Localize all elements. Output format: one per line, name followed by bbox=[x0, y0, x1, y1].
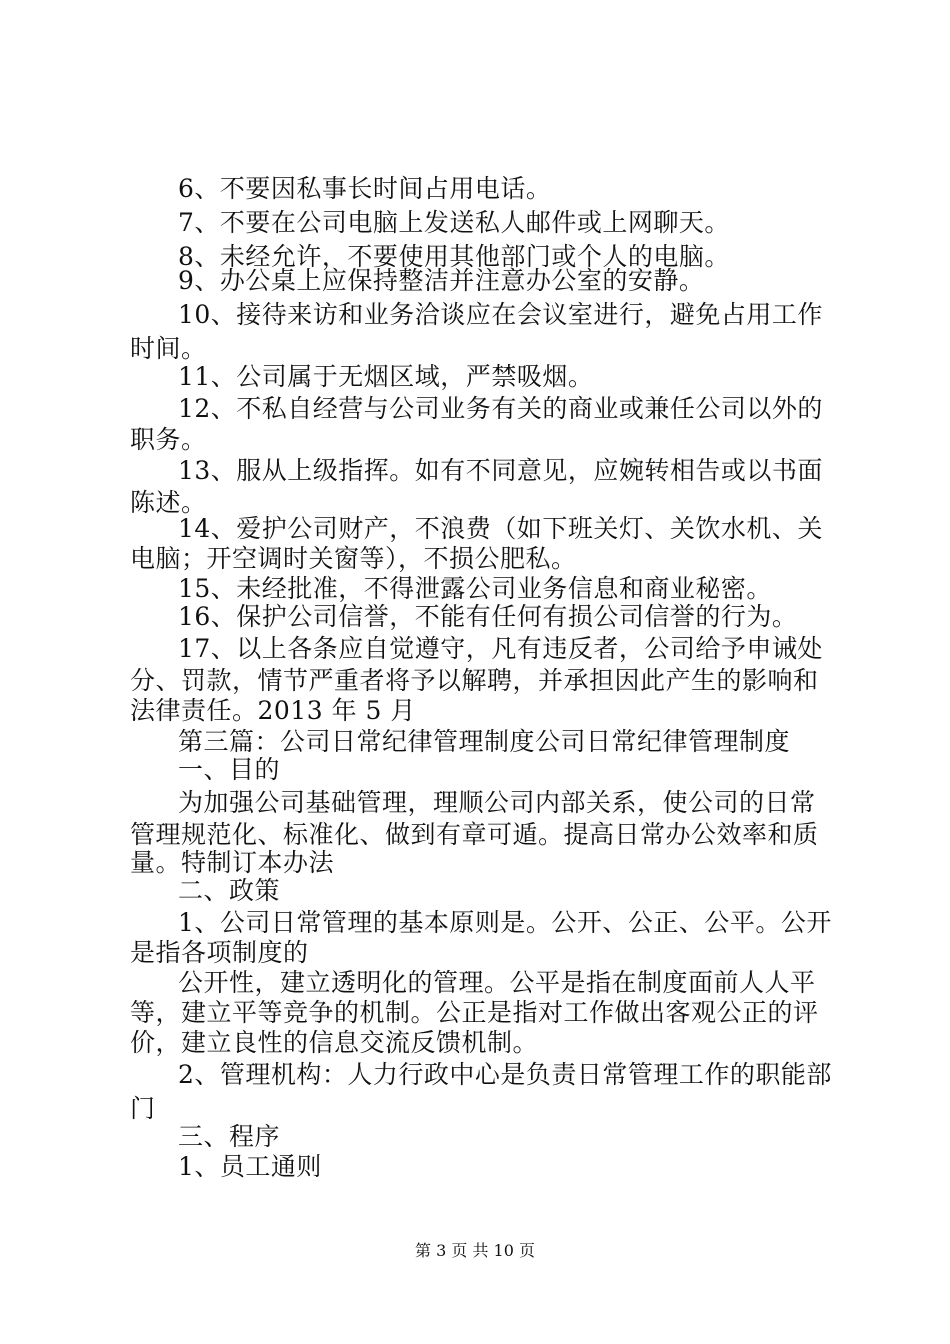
text-line: 17、以上各条应自觉遵守，凡有违反者，公司给予申诫处 bbox=[178, 634, 823, 663]
text-line: 12、不私自经营与公司业务有关的商业或兼任公司以外的 bbox=[178, 394, 823, 423]
text-line: 7、不要在公司电脑上发送私人邮件或上网聊天。 bbox=[178, 208, 730, 237]
text-line: 分、罚款，情节严重者将予以解聘，并承担因此产生的影响和 bbox=[130, 666, 819, 695]
text-line: 时间。 bbox=[130, 334, 207, 363]
text-line: 为加强公司基础管理，理顺公司内部关系，使公司的日常 bbox=[178, 788, 816, 817]
text-line: 职务。 bbox=[130, 425, 207, 454]
text-line: 公开性，建立透明化的管理。公平是指在制度面前人人平 bbox=[178, 968, 816, 997]
subsection-heading: 二、政策 bbox=[178, 876, 281, 905]
text-line: 电脑；开空调时关窗等），不损公肥私。 bbox=[130, 544, 577, 573]
text-line: 2、管理机构：人力行政中心是负责日常管理工作的职能部 bbox=[178, 1060, 832, 1089]
text-line: 量。特制订本办法 bbox=[130, 848, 335, 877]
subsection-heading: 三、程序 bbox=[178, 1122, 281, 1151]
subsection-heading: 一、目的 bbox=[178, 755, 281, 784]
text-line: 6、不要因私事长时间占用电话。 bbox=[178, 174, 552, 203]
text-line: 等，建立平等竞争的机制。公正是指对工作做出客观公正的评 bbox=[130, 998, 819, 1027]
text-line: 10、接待来访和业务洽谈应在会议室进行，避免占用工作 bbox=[178, 300, 823, 329]
text-line: 9、办公桌上应保持整洁并注意办公室的安静。 bbox=[178, 266, 705, 295]
text-line: 是指各项制度的 bbox=[130, 938, 309, 967]
text-line: 门 bbox=[130, 1094, 156, 1123]
text-line: 13、服从上级指挥。如有不同意见，应婉转相告或以书面 bbox=[178, 456, 823, 485]
section-heading: 第三篇：公司日常纪律管理制度公司日常纪律管理制度 bbox=[178, 727, 791, 756]
text-line: 8、未经允许，不要使用其他部门或个人的电脑。 bbox=[178, 242, 730, 271]
text-line: 11、公司属于无烟区域，严禁吸烟。 bbox=[178, 362, 594, 391]
text-line: 16、保护公司信誉，不能有任何有损公司信誉的行为。 bbox=[178, 602, 798, 631]
text-line: 管理规范化、标准化、做到有章可遁。提高日常办公效率和质 bbox=[130, 820, 819, 849]
text-line: 1、员工通则 bbox=[178, 1152, 322, 1181]
text-line: 1、公司日常管理的基本原则是。公开、公正、公平。公开 bbox=[178, 908, 832, 937]
page-footer: 第 3 页 共 10 页 bbox=[415, 1241, 535, 1260]
text-line: 法律责任。2013 年 5 月 bbox=[130, 696, 416, 725]
text-line: 陈述。 bbox=[130, 488, 207, 517]
text-line: 价，建立良性的信息交流反馈机制。 bbox=[130, 1028, 539, 1057]
text-line: 14、爱护公司财产，不浪费（如下班关灯、关饮水机、关 bbox=[178, 514, 823, 543]
text-line: 15、未经批准，不得泄露公司业务信息和商业秘密。 bbox=[178, 574, 772, 603]
